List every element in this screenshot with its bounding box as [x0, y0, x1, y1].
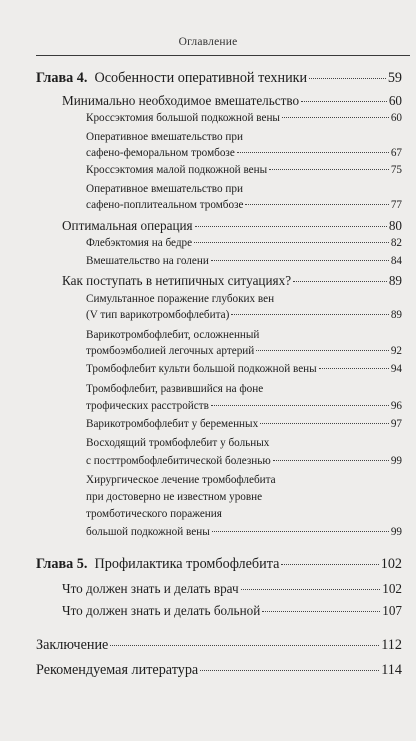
page-number: 59 [387, 70, 402, 86]
page-number: 99 [390, 455, 402, 467]
dot-leader [245, 204, 388, 205]
item-line: Флебэктомия на бедре [86, 237, 193, 249]
section-title: Заключение [36, 637, 109, 653]
section-title: Что должен знать и делать больной [62, 603, 261, 618]
toc-chapter-4[interactable] [36, 70, 402, 87]
dot-leader [309, 78, 386, 79]
page-number: 102 [382, 581, 402, 596]
toc-item-line: Симультанное поражение глубоких вен [86, 293, 275, 305]
dot-leader [212, 531, 389, 532]
section-title: Минимально необходимое вмешательство [62, 93, 300, 108]
section-title: Рекомендуемая литература [36, 662, 199, 678]
toc-item[interactable] [86, 255, 402, 267]
toc-item[interactable] [86, 345, 402, 357]
toc-item[interactable] [86, 147, 402, 159]
dot-leader [256, 350, 389, 351]
dot-leader [281, 564, 378, 565]
toc-item[interactable] [86, 363, 402, 375]
chapter-4-title: Особенности оперативной техники [94, 70, 308, 86]
toc-item[interactable] [86, 418, 402, 430]
toc-chapter-5[interactable] [36, 556, 402, 573]
toc-conclusion[interactable] [36, 637, 402, 654]
dot-leader [260, 423, 389, 424]
dot-leader [195, 226, 387, 227]
toc-section[interactable] [62, 603, 402, 619]
page-number: 89 [390, 309, 402, 321]
chapter-4-label: Глава 4. [36, 70, 88, 86]
dot-leader [194, 242, 389, 243]
item-line: тромбоэмболией легочных артерий [86, 345, 255, 357]
toc-section-atypical[interactable] [62, 273, 402, 289]
item-line: сафено-поплитеальном тромбозе [86, 199, 244, 211]
page-number: 82 [390, 237, 402, 249]
item-line: (V тип варикотромбофлебита) [86, 309, 230, 321]
item-line: с посттромбофлебитической болезнью [86, 455, 271, 467]
dot-leader [241, 589, 381, 590]
page-number: 60 [390, 112, 402, 124]
page-number: 114 [381, 662, 402, 678]
dot-leader [293, 281, 387, 282]
toc-section[interactable] [62, 581, 402, 597]
toc-item-line: Хирургическое лечение тромбофлебита [86, 474, 276, 486]
page-number: 80 [388, 218, 402, 233]
toc-item-line: Варикотромбофлебит, осложненный [86, 329, 260, 341]
toc-item-line: Восходящий тромбофлебит у больных [86, 437, 270, 449]
toc-item-line: при достоверно не известном уровне [86, 491, 263, 503]
dot-leader [269, 169, 389, 170]
item-line: Варикотромбофлебит у беременных [86, 418, 259, 430]
item-line: Кроссэктомия малой подкожной вены [86, 164, 268, 176]
item-line: трофических расстройств [86, 400, 209, 412]
toc-item[interactable] [86, 237, 402, 249]
toc-item[interactable] [86, 112, 402, 124]
section-title: Как поступать в нетипичных ситуациях? [62, 273, 292, 288]
page-number: 75 [390, 164, 402, 176]
dot-leader [319, 368, 389, 369]
page-number: 107 [382, 603, 402, 618]
item-line: большой подкожной вены [86, 526, 210, 538]
toc-item-line: Тромбофлебит, развившийся на фоне [86, 383, 264, 395]
toc-item[interactable] [86, 309, 402, 321]
page-number: 84 [390, 255, 402, 267]
chapter-5-label: Глава 5. [36, 556, 88, 572]
chapter-5-title: Профилактика тромбофлебита [94, 556, 280, 572]
section-title: Что должен знать и делать врач [62, 581, 239, 596]
dot-leader [110, 645, 379, 646]
page-number: 97 [390, 418, 402, 430]
toc-literature[interactable] [36, 662, 402, 679]
dot-leader [211, 405, 389, 406]
toc-section-optimal[interactable] [62, 218, 402, 234]
toc-item[interactable] [86, 526, 402, 538]
dot-leader [231, 314, 388, 315]
page-number: 67 [390, 147, 402, 159]
section-title: Оптимальная операция [62, 218, 193, 233]
toc-item-line: Оперативное вмешательство при [86, 183, 243, 195]
page-number: 99 [390, 526, 402, 538]
item-line: Вмешательство на голени [86, 255, 209, 267]
page-number: 94 [390, 363, 402, 375]
item-line: сафено-феморальном тромбозе [86, 147, 235, 159]
toc-item-line: тромботического поражения [86, 508, 222, 520]
page-number: 96 [390, 400, 402, 412]
toc-item[interactable] [86, 164, 402, 176]
page-number: 112 [381, 637, 402, 653]
header-rule [36, 55, 410, 56]
page-number: 60 [388, 93, 402, 108]
page-number: 92 [390, 345, 402, 357]
page-number: 77 [390, 199, 402, 211]
dot-leader [273, 460, 389, 461]
page-number: 89 [388, 273, 402, 288]
item-line: Тромбофлебит культи большой подкожной вены [86, 363, 317, 375]
dot-leader [237, 152, 389, 153]
dot-leader [200, 670, 379, 671]
dot-leader [262, 611, 380, 612]
running-header: Оглавление [178, 36, 238, 48]
dot-leader [211, 260, 389, 261]
page-number: 102 [380, 556, 402, 572]
toc-item[interactable] [86, 455, 402, 467]
item-line: Кроссэктомия большой подкожной вены [86, 112, 280, 124]
toc-item[interactable] [86, 199, 402, 211]
toc-item[interactable] [86, 400, 402, 412]
toc-item-line: Оперативное вмешательство при [86, 131, 243, 143]
dot-leader [301, 101, 387, 102]
toc-section-minimal[interactable] [62, 93, 402, 109]
dot-leader [282, 117, 389, 118]
